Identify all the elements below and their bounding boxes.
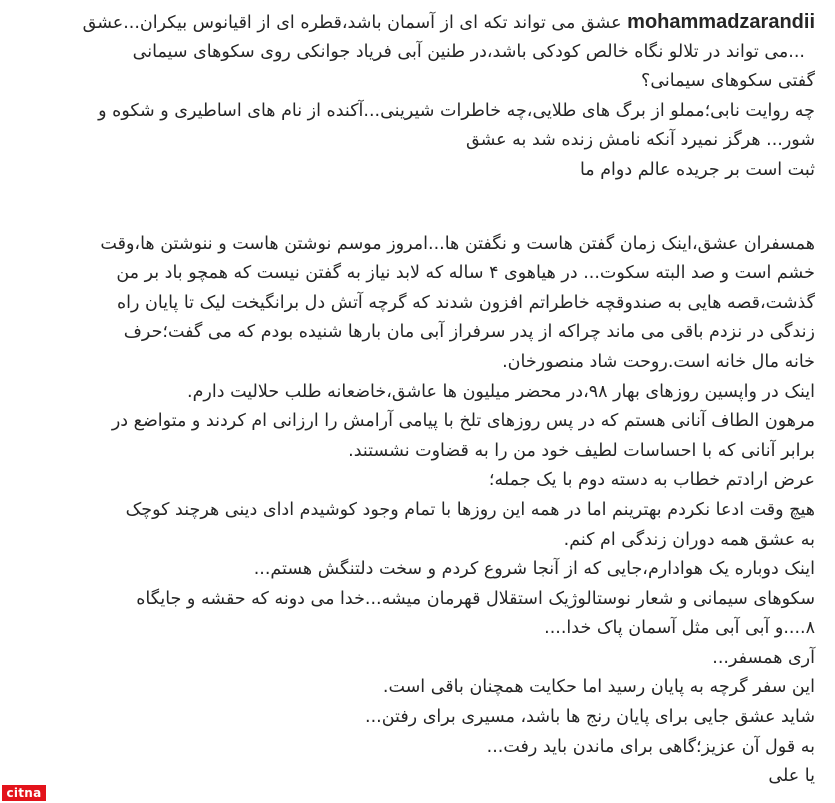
paragraph-gap — [30, 186, 815, 230]
caption-line: ...می تواند در تلالو نگاه خالص کودکی باشد،در طنین آبی فریاد جوانکی روی سکوهای سیمانی — [132, 41, 805, 62]
caption-line: برابر آنانی که با احساسات لطیف خود من را به قضاوت نشستند. — [348, 440, 815, 461]
caption-line: شور... هرگز نمیرد آنکه نامش زنده شد به عشق — [465, 130, 815, 151]
caption-line: هیچ وقت ادعا نکردم بهترینم اما در همه این روزها با تمام وجود کوشیدم ادای دینی هرچند کوچک — [125, 499, 815, 520]
caption-line: ثبت است بر جریده عالم دوام ما — [579, 159, 815, 180]
caption-line: خانه مال خانه است.روحت شاد منصورخان. — [502, 351, 815, 372]
caption-line: به قول آن عزیز؛گاهی برای ماندن باید رفت... — [486, 736, 815, 757]
caption-line: سکوهای سیمانی و شعار نوستالوژیک استقلال قهرمان میشه...خدا می دونه که حقشه و جایگاه — [136, 588, 815, 609]
caption-line: گذشت،قصه هایی به صندوقچه خاطراتم افزون شدند که گرچه آتش دل برانگیخت لیک تا پایان راه — [116, 292, 815, 313]
caption-line: چه روایت نابی؛مملو از برگ های طلایی،چه خاطرات شیرینی...آکنده از نام های اساطیری و شکوه و — [98, 100, 815, 121]
caption-line: گفتی سکوهای سیمانی؟ — [641, 71, 815, 92]
caption-line: ۸....و آبی آبی مثل آسمان پاک خدا.... — [544, 618, 815, 639]
caption-line: این سفر گرچه به پایان رسید اما حکایت همچنان باقی است. — [382, 677, 815, 698]
caption-line: خشم است و صد البته سکوت... در هیاهوی ۴ ساله که لابد نیاز به گفتن نیست که همچو باد بر من — [116, 263, 815, 284]
caption-line: شاید عشق جایی برای پایان رنج ها باشد، مسیری برای رفتن... — [365, 707, 815, 728]
caption-line: اینک در واپسین روزهای بهار ۹۸،در محضر میلیون ها عاشق،خاضعانه طلب حلالیت دارم. — [187, 381, 815, 402]
caption-line: عرض ارادتم خطاب به دسته دوم با یک جمله؛ — [488, 470, 815, 491]
caption-line: آری همسفر... — [712, 647, 815, 668]
caption-line: زندگی در نزدم باقی می ماند چراکه از پدر سرفراز آبی مان بارها شنیده بودم که می گفت؛حرف — [123, 322, 815, 343]
caption-line: همسفران عشق،اینک زمان گفتن هاست و نگفتن ها...امروز موسم نوشتن هاست و ننوشتن ها،وقت — [100, 233, 815, 254]
caption-line — [30, 8, 815, 38]
caption-text: عشق می تواند تکه ای از آسمان باشد،قطره ای از اقیانوس بیکران...عشق — [82, 13, 622, 33]
caption-line: به عشق همه دوران زندگی ام کنم. — [563, 529, 815, 550]
instagram-caption — [30, 8, 815, 792]
username-link[interactable]: mohammadzarandii — [627, 11, 815, 33]
citna-logo-watermark: citna — [2, 785, 46, 801]
caption-line: اینک دوباره یک هوادارم،جایی که از آنجا شروع کردم و سخت دلتنگش هستم... — [253, 559, 815, 580]
caption-line: یا علی — [768, 766, 815, 787]
caption-line: مرهون الطاف آنانی هستم که در پس روزهای تلخ با پیامی آرامش را ارزانی ام کردند و متواضع در — [111, 411, 815, 432]
